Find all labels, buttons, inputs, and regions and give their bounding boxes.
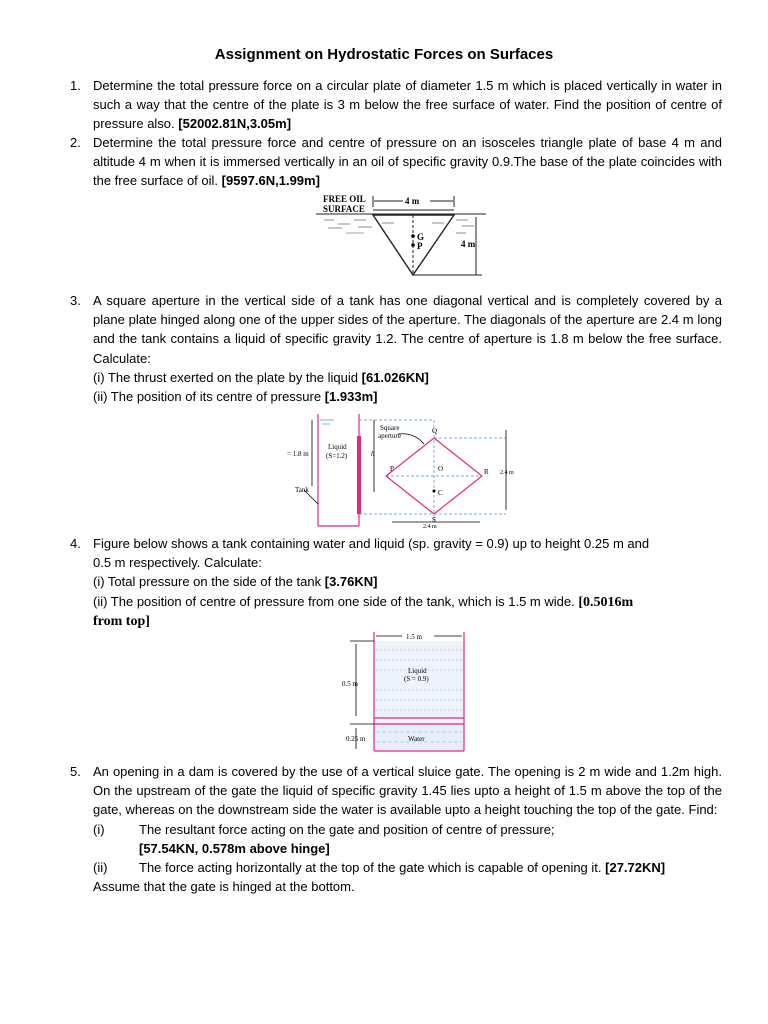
question-part: (ii) The position of centre of pressure from one side of the tank, which is 1.5 m wide. [0.5016m [93,593,634,610]
point-s-label: S [432,516,436,524]
point-c-label: C [438,489,443,497]
question-answer: [57.54KN, 0.578m above hinge] [139,840,330,856]
question-answer: [52002.81N,3.05m] [178,116,292,132]
question-text: An opening in a dam is covered by the use of a vertical sluice gate. The opening is 2 m wide and 1.2m high. On the upstream of the gate the liquid of specific gravity 1.45 lies upto a height of 1.5 m above the top of the gate, whereas on the downstream side the water is available upto a height touching the top of the gate. Find: [93,764,722,818]
part-label: (i) [93,821,105,837]
question-number: 1. [70,78,81,93]
question-answer-continued: from top] [93,613,150,629]
question-number: 3. [70,293,81,308]
question-answer: [1.933m] [324,389,378,405]
question-4 [70,534,722,631]
question-number: 4. [70,536,81,551]
question-answer: [0.5016m [578,594,634,610]
width-dimension: 1.5 m [406,633,422,641]
question-number: 2. [70,135,81,150]
aperture-label: aperture [378,432,401,440]
question-1 [70,76,722,134]
question-5 [70,762,722,896]
question-text-block [93,76,722,134]
point-r-label: R [484,468,489,476]
base-dimension: 4 m [405,196,420,206]
square-label: Square [380,424,400,432]
question-number: 5. [70,764,81,779]
liquid-label: Liquid [408,667,427,675]
vertical-diagonal-dimension: 2.4 m [500,470,514,476]
specific-gravity-label: (S=1.2) [326,452,348,460]
surface-label: SURFACE [323,204,365,214]
question-answer: [9597.6N,1.99m] [221,173,320,189]
question-text-block [93,534,722,631]
point-q-label: Q [432,427,438,435]
question-answer: [27.72KN] [605,860,666,876]
water-label: Water [408,735,425,743]
question-text: Determine the total pressure force on a circular plate of diameter 1.5 m which is placed vertically in water in such a way that the centre of the plate is 3 m below the free surface of water. Find the position of centre of pressure also. [93,78,722,132]
liquid-height-dimension: 0.5 m [342,680,358,688]
question-2 [70,133,722,191]
tank-label: Tank [295,486,309,494]
liquid-label: Liquid [328,443,347,451]
point-p-label: P [390,465,394,473]
question-3 [70,291,722,406]
centroid-label: G [417,232,425,242]
question-answer: [3.76KN] [324,574,378,590]
free-oil-label: FREE OIL [323,194,366,204]
question-text-block [93,133,722,191]
water-height-dimension: 0.25 m [346,735,366,743]
question-part: (i) Total pressure on the side of the tank [3.76KN] [93,574,378,590]
question-text-block [93,291,722,406]
question-part: (ii) The force acting horizontally at the top of the gate which is capable of opening it. [27.72KN] [93,858,722,877]
question-part: (i) The resultant force acting on the gate and position of centre of pressure; [93,820,722,839]
height-dimension: 4 m [461,239,476,249]
h-bar-label: h [371,450,375,458]
square-aperture-figure [284,410,524,530]
hinged-plate [357,436,361,514]
horizontal-diagonal-dimension: 2.4 m [423,524,437,530]
question-footer: Assume that the gate is hinged at the bottom. [93,879,355,895]
triangle-plate-figure [316,193,486,285]
specific-gravity-label: (S = 0.9) [404,675,429,683]
page-title: Assignment on Hydrostatic Forces on Surfaces [214,46,554,63]
tank-figure [334,630,470,758]
point-o-label: O [438,465,444,473]
depth-dimension: = 1.8 m [287,450,309,458]
question-text: A square aperture in the vertical side of a tank has one diagonal vertical and is completely covered by a plane plate hinged along one of the upper sides of the aperture. The diagonals of the aperture are 2.4 m long and the tank contains a liquid of specific gravity 1.2. The centre of aperture is 1.8 m below the free surface. Calculate: [93,293,722,366]
question-text: 0.5 m respectively. Calculate: [93,555,262,571]
question-text: Figure below shows a tank containing water and liquid (sp. gravity = 0.9) up to height 0.25 m and [93,536,650,551]
part-label: (ii) [93,860,108,876]
pressure-centre-label: P [417,241,423,251]
question-answer: [61.026KN] [361,369,429,385]
question-part: (ii) The position of its centre of pressure [1.933m] [93,389,378,405]
question-text: Determine the total pressure force and centre of pressure on an isosceles triangle plate of base 4 m and altitude 4 m when it is immersed vertically in an oil of specific gravity 0.9.The base of the plate coincides with the free surface of oil. [93,135,722,189]
question-part: (i) The thrust exerted on the plate by the liquid [61.026KN] [93,369,429,385]
question-text-block [93,762,722,896]
